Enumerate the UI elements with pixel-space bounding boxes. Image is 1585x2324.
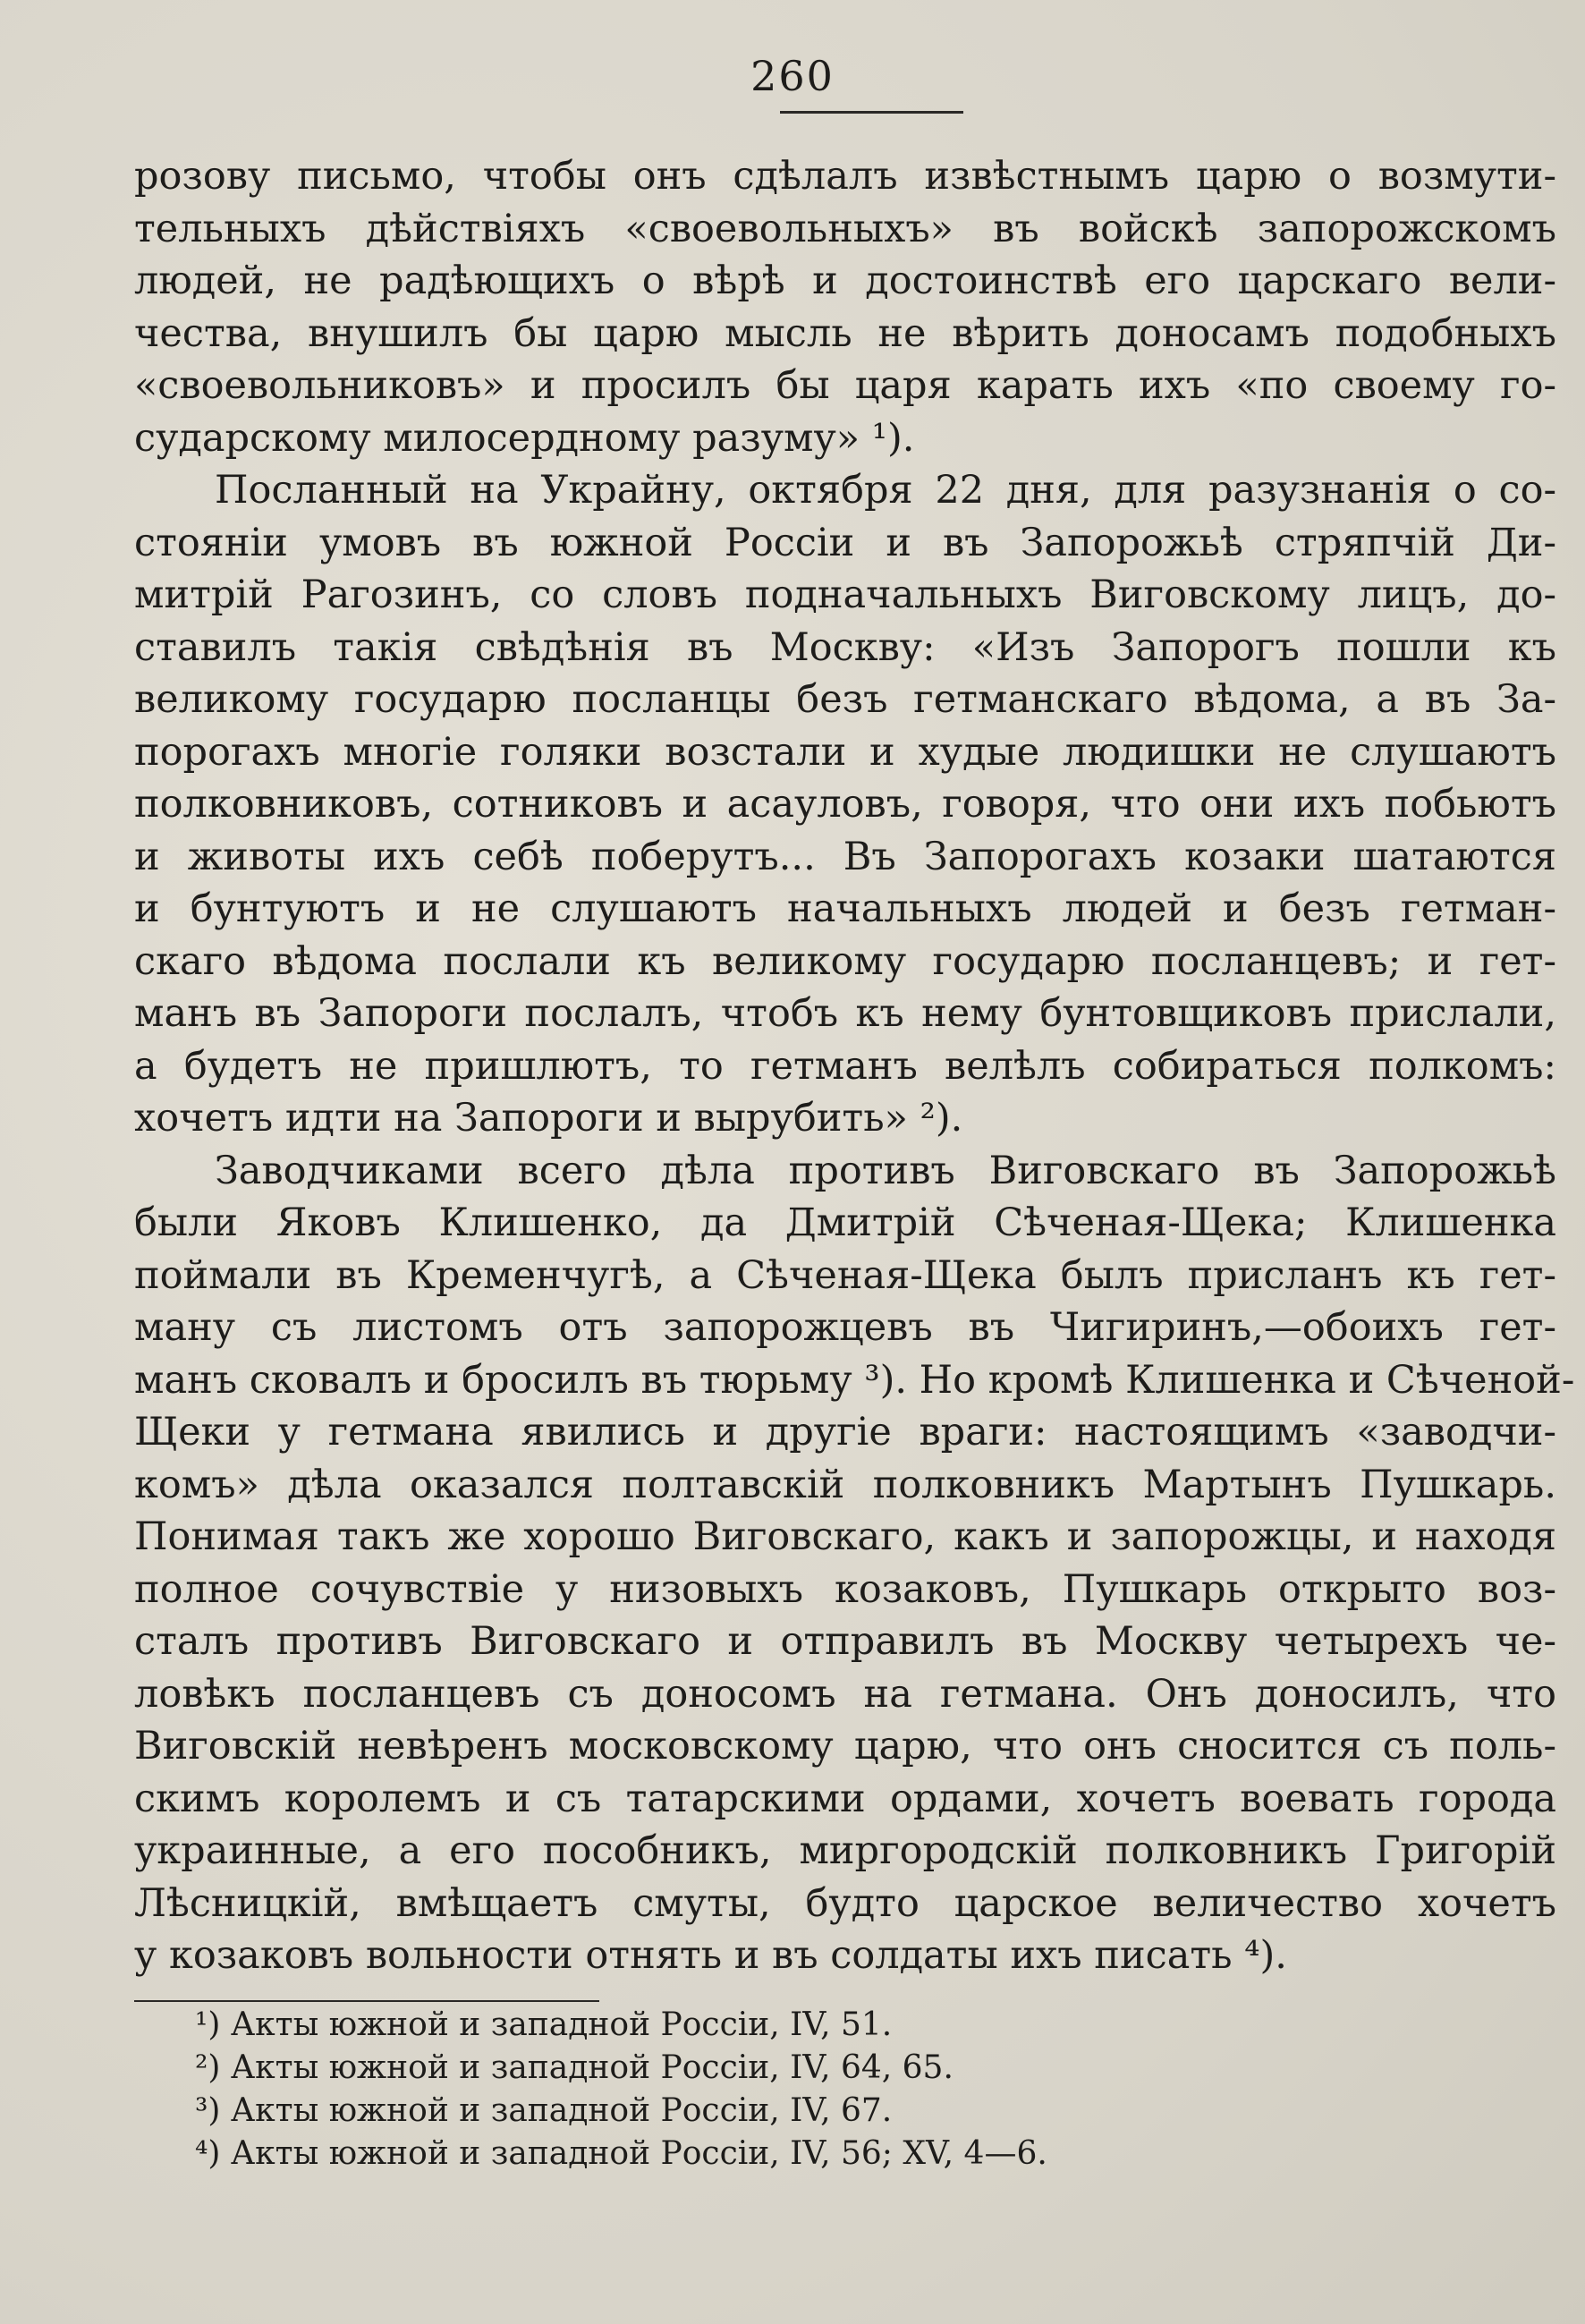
text-line: розову письмо, чтобы онъ сдѣлалъ извѣстнымъ царю о возмути- [134, 154, 1556, 199]
paragraph [134, 464, 1556, 1145]
text-line: хочетъ идти на Запороги и вырубить» ²). [134, 1096, 963, 1141]
text-line: скаго вѣдома послали къ великому государю посланцевъ; и гет- [134, 938, 1556, 984]
footnotes [195, 2004, 1268, 2176]
text-line: манъ въ Запороги послалъ, чтобъ къ нему бунтовщиковъ прислали, [134, 991, 1556, 1036]
text-line: а будетъ не пришлютъ, то гетманъ велѣлъ собираться полкомъ: [134, 1043, 1556, 1089]
text-line: и животы ихъ себѣ поберутъ... Въ Запорогахъ козаки шатаются [134, 834, 1556, 879]
text-line: и бунтуютъ и не слушаютъ начальныхъ людей и безъ гетман- [134, 886, 1556, 931]
footnote-item: ¹) Акты южной и западной Россіи, IV, 51. [195, 2006, 893, 2043]
text-line: порогахъ многіе голяки возстали и худые людишки не слушаютъ [134, 729, 1556, 775]
text-line: скимъ королемъ и съ татарскими ордами, хочетъ воевать города [134, 1776, 1556, 1821]
text-line: «своевольниковъ» и просилъ бы царя карать ихъ «по своему го- [134, 363, 1556, 408]
text-line: ловѣкъ посланцевъ съ доносомъ на гетмана. Онъ доносилъ, что [134, 1671, 1556, 1717]
text-line: митрій Рагозинъ, со словъ подначальныхъ Виговскому лицъ, до- [134, 573, 1556, 617]
text-line: Щеки у гетмана явились и другіе враги: настоящимъ «заводчи- [134, 1410, 1556, 1455]
footnote-separator [134, 2000, 599, 2002]
footnote-item: ⁴) Акты южной и западной Россіи, IV, 56; XV, 4—6. [195, 2135, 1047, 2172]
text-line: людей, не радѣющихъ о вѣрѣ и достоинствѣ его царскаго вели- [134, 259, 1556, 303]
text-line: Лѣсницкій, вмѣщаетъ смуты, будто царское величество хочетъ [134, 1880, 1556, 1926]
text-line: Заводчиками всего дѣла противъ Виговскаго въ Запорожьѣ [215, 1148, 1556, 1193]
text-line: комъ» дѣла оказался полтавскій полковникъ Мартынъ Пушкарь. [134, 1462, 1556, 1507]
paragraph [134, 150, 1556, 464]
text-line: Посланный на Украйну, октября 22 дня, для разузнанія о со- [215, 468, 1556, 513]
paragraph [134, 1145, 1575, 1982]
text-line: поймали въ Кременчугѣ, а Сѣченая-Щека былъ присланъ къ гет- [134, 1252, 1556, 1298]
text-line: у козаковъ вольности отнять и въ солдаты ихъ писать ⁴). [134, 1933, 1287, 1978]
footnote-item: ²) Акты южной и западной Россіи, IV, 64, 65. [195, 2049, 954, 2086]
text-line: великому государю посланцы безъ гетманскаго вѣдома, а въ За- [134, 677, 1556, 722]
footnote-item: ³) Акты южной и западной Россіи, IV, 67. [195, 2092, 893, 2129]
text-line: стояніи умовъ въ южной Россіи и въ Запорожьѣ стряпчій Ди- [134, 520, 1556, 565]
body-text [134, 150, 1575, 1982]
text-line: чества, внушилъ бы царю мысль не вѣрить доносамъ подобныхъ [134, 310, 1556, 356]
text-line: сударскому милосердному разуму» ¹). [134, 415, 915, 461]
text-line: Виговскій невѣренъ московскому царю, что онъ сносится съ поль- [134, 1724, 1556, 1768]
text-line: ману съ листомъ отъ запорожцевъ въ Чигиринъ,—обоихъ гет- [134, 1305, 1556, 1350]
text-line: Понимая такъ же хорошо Виговскаго, какъ и запорожцы, и находя [134, 1514, 1556, 1559]
text-line: полное сочувствіе у низовыхъ козаковъ, Пушкарь открыто воз- [134, 1566, 1556, 1612]
page-number: 260 [750, 52, 835, 100]
text-line: были Яковъ Клишенко, да Дмитрій Сѣченая-Щека; Клишенка [134, 1200, 1556, 1245]
text-line: ставилъ такія свѣдѣнія въ Москву: «Изъ Запорогъ пошли къ [134, 624, 1556, 670]
text-line: полковниковъ, сотниковъ и асауловъ, говоря, что они ихъ побьютъ [134, 782, 1556, 827]
text-line: тельныхъ дѣйствіяхъ «своевольныхъ» въ войскѣ запорожскомъ [134, 206, 1556, 251]
text-line: украинные, а его пособникъ, миргородскій полковникъ Григорій [134, 1828, 1556, 1873]
text-line: сталъ противъ Виговскаго и отправилъ въ Москву четырехъ че- [134, 1619, 1556, 1664]
page-number-underline [780, 111, 963, 114]
text-line: манъ сковалъ и бросилъ въ тюрьму ³). Но кромѣ Клишенка и Сѣченой- [134, 1357, 1575, 1403]
